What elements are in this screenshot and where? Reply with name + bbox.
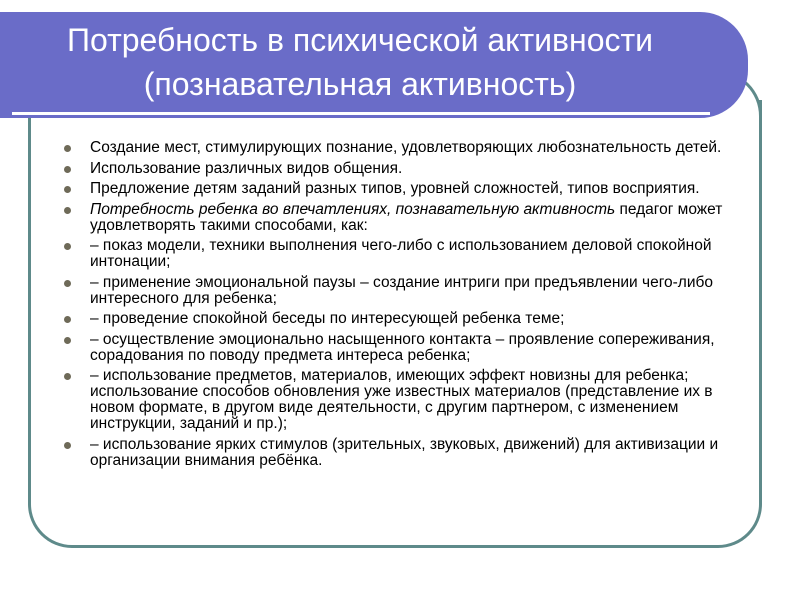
list-item bbox=[62, 275, 732, 307]
bullet-text: – применение эмоциональной паузы – создание интриги при предъявлении чего-либо интересного для ребенка; bbox=[90, 273, 713, 307]
list-item bbox=[62, 140, 732, 156]
bullet-icon bbox=[64, 337, 71, 344]
bullet-text: – использование ярких стимулов (зрительных, звуковых, движений) для активизации и организации внимания ребёнка. bbox=[90, 435, 719, 469]
list-item bbox=[62, 238, 732, 270]
list-item bbox=[62, 181, 732, 197]
list-item bbox=[62, 332, 732, 364]
bullet-text: – проведение спокойной беседы по интересующей ребенка теме; bbox=[90, 310, 565, 327]
title-line-1: Потребность в психической активности bbox=[66, 22, 654, 58]
bullet-text: Предложение детям заданий разных типов, уровней сложностей, типов восприятия. bbox=[90, 180, 700, 197]
list-item bbox=[62, 202, 732, 234]
title-line-2: (познавательная активность) bbox=[143, 66, 577, 102]
bullet-icon bbox=[64, 207, 71, 214]
bullet-icon bbox=[64, 166, 71, 173]
bullet-icon bbox=[64, 186, 71, 193]
list-item bbox=[62, 368, 732, 432]
bullet-text: педагог может удовлетворять такими способами, как: bbox=[90, 200, 723, 234]
title-bar bbox=[0, 12, 748, 118]
bullet-list bbox=[62, 140, 732, 473]
bullet-text: – показ модели, техники выполнения чего-либо с использованием деловой спокойной интонации; bbox=[90, 237, 712, 270]
bullet-icon bbox=[64, 316, 71, 323]
title-underline bbox=[12, 112, 710, 115]
list-item bbox=[62, 161, 732, 177]
bullet-text: – осуществление эмоционально насыщенного контакта – проявление сопереживания, сорадования по поводу предмета интереса ребенка; bbox=[90, 330, 715, 364]
bullet-text: Использование различных видов общения. bbox=[90, 159, 403, 177]
list-item bbox=[62, 437, 732, 469]
bullet-icon bbox=[64, 145, 71, 152]
bullet-text: – использование предметов, материалов, имеющих эффект новизны для ребенка; использование способов обновления уже известных материалов (представление их в новом формате, в другом виде деятельности, с другим партнером, с изменением инструкции, заданий и пр.); bbox=[90, 367, 713, 432]
bullet-icon bbox=[64, 373, 71, 380]
bullet-icon bbox=[64, 243, 71, 250]
bullet-icon bbox=[64, 442, 71, 449]
bullet-icon bbox=[64, 280, 71, 287]
bullet-text: Создание мест, стимулирующих познание, удовлетворяющих любознательность детей. bbox=[90, 139, 722, 156]
bullet-italic-text: Потребность ребенка во впечатлениях, познавательную активность bbox=[90, 200, 616, 218]
list-item bbox=[62, 311, 732, 327]
